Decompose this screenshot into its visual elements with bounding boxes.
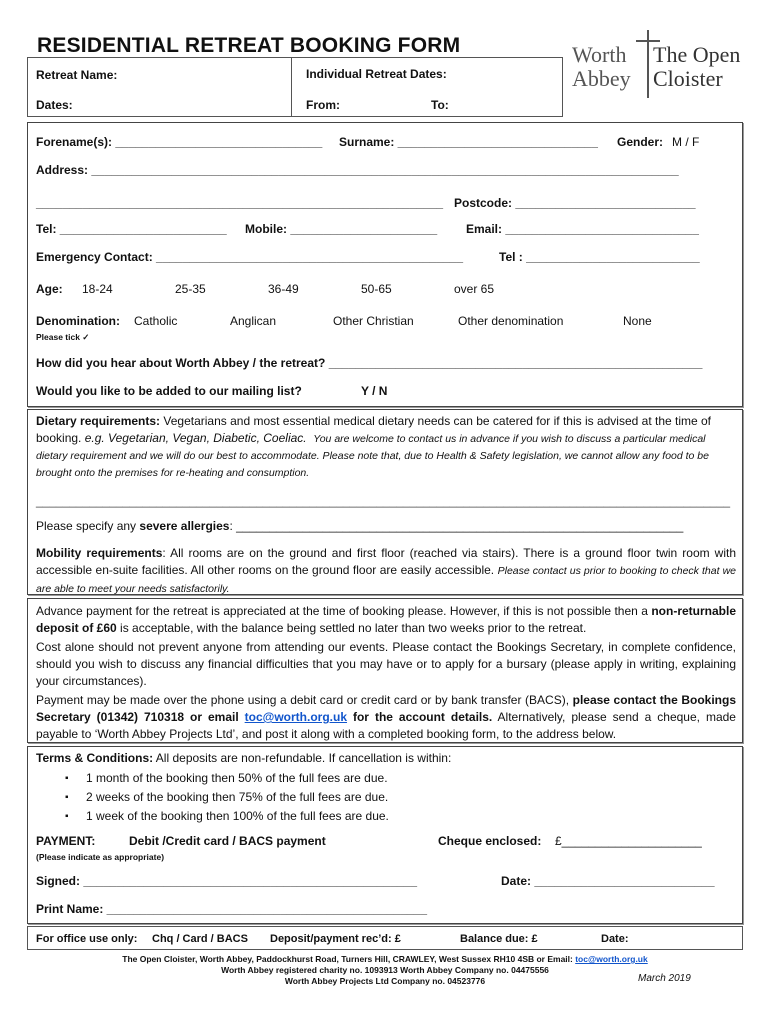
age-option[interactable]: 18-24 [82,282,113,296]
date-field[interactable]: Date: ___________________________ [501,874,715,888]
age-label: Age: [36,282,63,296]
payment-p1-text-b: is acceptable, with the balance being settled no later than two weeks prior to the retreat. [116,621,587,635]
denomination-option[interactable]: Anglican [230,314,277,328]
dietary-section [27,409,743,595]
denomination-option[interactable]: Catholic [134,314,178,328]
dietary-label: Dietary requirements: [36,414,161,428]
payment-paragraph-1 [36,603,736,637]
footer-charity: Worth Abbey registered charity no. 1093913 Worth Abbey Company no. 04475556 [221,965,549,975]
from-label: From: [306,98,340,112]
age-option[interactable]: 36-49 [268,282,299,296]
dietary-examples: e.g. Vegetarian, Vegan, Diabetic, Coeliac. [84,431,307,445]
denomination-option[interactable]: Other denomination [458,314,564,328]
dietary-text: Vegetarians and most essential medical dietary needs can be catered for if this is advised at the time of booking. [36,414,712,445]
footer-date: March 2019 [638,973,691,984]
office-use-label: For office use only: [36,933,138,945]
hear-about-field[interactable]: How did you hear about Worth Abbey / the retreat? ________________________________________________________ [36,356,703,370]
terms-heading [36,750,451,767]
age-option[interactable]: 25-35 [175,282,206,296]
terms-item: ▪ 1 month of the booking then 50% of the full fees are due. [42,769,389,788]
allergies-line[interactable]: : ___________________________________________________________________ [229,519,684,533]
terms-item: ▪ 1 week of the booking then 100% of the full fees are due. [42,807,389,826]
cheque-label: Cheque enclosed: [438,834,542,848]
print-name-field[interactable]: Print Name: ________________________________________________ [36,902,428,916]
gender-options[interactable]: M / F [672,135,700,149]
deposit-amount: non-returnable deposit of £60 [36,604,736,635]
forename-field[interactable]: Forename(s): _______________________________ [36,135,323,149]
office-balance: Balance due: £ [460,933,538,945]
worth-abbey-logo [572,30,762,98]
individual-dates-box [291,57,563,117]
mobility-paragraph [36,545,736,598]
payment-p3-text-b: Alternatively, please send a cheque, made payable to ‘Worth Abbey Projects Ltd’, and post it along with a completed booking form, to the address below. [36,710,736,741]
email-field[interactable]: Email: _____________________________ [466,222,699,236]
denomination-label: Denomination: [36,314,120,328]
dates-label: Dates: [36,98,73,112]
payment-paragraph-3 [36,692,736,743]
mobile-field[interactable]: Mobile: ______________________ [245,222,438,236]
logo-abbey: Abbey [572,66,631,91]
emergency-tel-field[interactable]: Tel : __________________________ [499,250,700,264]
mobility-note: Please contact us prior to booking to check that we are able to meet your needs satisfactorily. [36,565,737,595]
surname-field[interactable]: Surname: ______________________________ [339,135,598,149]
email-link[interactable]: toc@worth.org.uk [244,710,348,724]
personal-details-section [27,122,743,407]
dietary-blank-line[interactable]: ________________________________________________________________________________________________________ [36,494,731,508]
postcode-field[interactable]: Postcode: ___________________________ [454,196,696,210]
retreat-name-label: Retreat Name: [36,68,118,82]
retreat-name-box [27,57,292,117]
office-methods: Chq / Card / BACS [152,933,248,945]
footer-address-text: The Open Cloister, Worth Abbey, Paddockhurst Road, Turners Hill, CRAWLEY, West Sussex RH10 4SB or Email: [122,954,576,964]
signed-field[interactable]: Signed: __________________________________________________ [36,874,418,888]
terms-intro: All deposits are non-refundable. If cancellation is within: [153,751,452,765]
allergies-bold: severe allergies [139,519,230,533]
tel-field[interactable]: Tel: _________________________ [36,222,227,236]
payment-p1-text: Advance payment for the retreat is appreciated at the time of booking please. However, if this is not possible then a [36,604,652,618]
logo-cloister: Cloister [653,66,723,91]
allergies-pre: Please specify any [36,519,140,533]
logo-worth: Worth [572,42,627,67]
dietary-note: You are welcome to contact us in advance if you wish to discuss a particular medical dietary requirement and we will do our best to accommodate. Please note that, due to Health & Safety legislation, we cannot allow any food to be brought onto the premises for re-heating and consumption. [36,433,709,479]
mobility-text: : All rooms are on the ground and first floor (reached via stairs). There is a ground floor twin room with accessible en-suite facilities. All other rooms on the ground floor are easily accessible. [36,546,736,577]
denomination-option[interactable]: None [623,314,652,328]
denomination-option[interactable]: Other Christian [333,314,414,328]
terms-section [27,746,743,924]
terms-label: Terms & Conditions: [36,751,154,765]
address-field[interactable]: Address: ________________________________________________________________________________________ [36,163,679,177]
age-option[interactable]: 50-65 [361,282,392,296]
age-option[interactable]: over 65 [454,282,495,296]
terms-item: ▪ 2 weeks of the booking then 75% of the full fees are due. [42,788,389,807]
payment-paragraph-2: Cost alone should not prevent anyone from attending our events. Please contact the Bookings Secretary, in complete confidence, should you wish to discuss any financial difficulties that you may have or to apply for a bursary (please apply in writing, explaining your circumstances). [36,640,736,688]
account-details: for the account details. [347,710,493,724]
mobility-label: Mobility requirements [36,546,163,560]
payment-label: PAYMENT: [36,834,96,848]
footer-email-link[interactable]: toc@worth.org.uk [575,954,648,964]
dietary-paragraph [36,413,734,481]
address-line-2[interactable]: _____________________________________________________________ [36,196,444,210]
terms-list [42,769,389,826]
office-deposit: Deposit/payment rec’d: £ [270,933,401,945]
please-tick-note: Please tick ✓ [36,332,90,342]
office-date: Date: [601,933,629,945]
mailing-list-question: Would you like to be added to our mailing list? [36,384,302,398]
allergies-field[interactable] [36,518,734,535]
form-title: RESIDENTIAL RETREAT BOOKING FORM [37,34,461,57]
gender-label: Gender: [617,135,664,149]
payment-p3-text: Payment may be made over the phone using a debit card or credit card or by bank transfer (BACS), [36,693,573,707]
bookings-contact: please contact the Bookings Secretary (01342) 710318 or email [36,693,737,724]
mailing-list-options[interactable]: Y / N [361,384,388,398]
individual-dates-label: Individual Retreat Dates: [306,67,447,81]
logo-the-open: The Open [653,42,741,67]
office-use-section [27,926,743,950]
emergency-contact-field[interactable]: Emergency Contact: ______________________________________________ [36,250,464,264]
footer-address [0,954,770,964]
indicate-note: (Please indicate as appropriate) [36,852,165,862]
cheque-amount-field[interactable]: £_____________________ [555,834,702,848]
payment-methods[interactable]: Debit /Credit card / BACS payment [129,834,326,848]
payment-info-section [27,598,743,743]
to-label: To: [431,98,449,112]
footer-company: Worth Abbey Projects Ltd Company no. 04523776 [284,976,486,986]
